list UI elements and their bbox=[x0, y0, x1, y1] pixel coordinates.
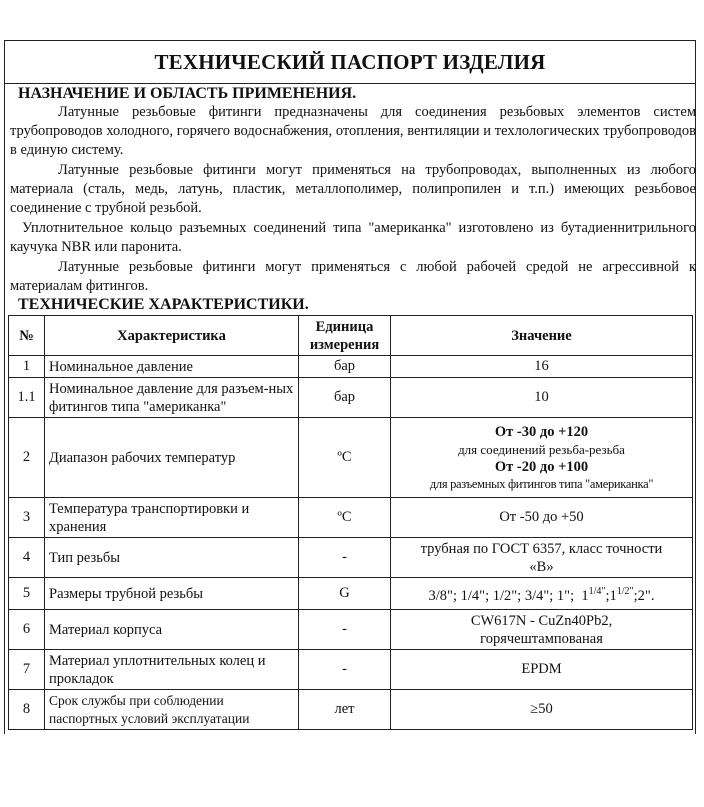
row-value: ≥50 bbox=[391, 690, 693, 730]
row-value bbox=[391, 578, 693, 610]
row-num: 5 bbox=[9, 578, 45, 610]
col-header-value: Значение bbox=[391, 316, 693, 356]
purpose-p3-text: Уплотнительное кольцо разъемных соединений типа "американка" изготовлено из бутадиеннитрильного каучука NBR или паронита. bbox=[10, 220, 696, 256]
row-unit: лет bbox=[299, 690, 391, 730]
temp-range-2: От -20 до +100 bbox=[494, 458, 589, 475]
col-header-unit: Единица измерения bbox=[299, 316, 391, 356]
temp-range-1: От -30 до +120 bbox=[494, 423, 589, 440]
table-row bbox=[9, 378, 693, 418]
row-num: 6 bbox=[9, 610, 45, 650]
row-value: От -50 до +50 bbox=[391, 498, 693, 538]
specs-table bbox=[8, 315, 693, 730]
title-box bbox=[4, 40, 696, 84]
row-unit: - bbox=[299, 610, 391, 650]
row-value: трубная по ГОСТ 6357, класс точности «В» bbox=[391, 538, 693, 578]
temp-range-2-note: для разъемных фитингов типа "американка" bbox=[429, 476, 654, 491]
row-name: Материал корпуса bbox=[45, 610, 299, 650]
table-row bbox=[9, 538, 693, 578]
specs-heading: ТЕХНИЧЕСКИЕ ХАРАКТЕРИСТИКИ. bbox=[18, 296, 309, 313]
table-row bbox=[9, 418, 693, 498]
purpose-paragraph-4 bbox=[10, 258, 696, 296]
row-unit: бар bbox=[299, 356, 391, 378]
purpose-paragraph-3 bbox=[10, 219, 696, 257]
table-row bbox=[9, 690, 693, 730]
row-unit: - bbox=[299, 538, 391, 578]
row-num: 8 bbox=[9, 690, 45, 730]
table-row bbox=[9, 650, 693, 690]
thread-size-a: 1 bbox=[581, 588, 589, 604]
row-name: Тип резьбы bbox=[45, 538, 299, 578]
row-unit: бар bbox=[299, 378, 391, 418]
thread-size-b-frac: 1/2" bbox=[616, 586, 634, 597]
row-name: Температура транспортировки и хранения bbox=[45, 498, 299, 538]
row-unit: ºС bbox=[299, 418, 391, 498]
table-row bbox=[9, 498, 693, 538]
row-unit: - bbox=[299, 650, 391, 690]
row-name: Номинальное давление bbox=[45, 356, 299, 378]
purpose-paragraph-2 bbox=[10, 161, 696, 219]
col-header-num: № bbox=[9, 316, 45, 356]
row-value: EPDM bbox=[391, 650, 693, 690]
row-name: Срок службы при соблюдении паспортных условий эксплуатации bbox=[45, 690, 299, 730]
purpose-paragraph-1 bbox=[10, 103, 696, 161]
table-row bbox=[9, 578, 693, 610]
row-name: Номинальное давление для разъем-ных фитингов типа "американка" bbox=[45, 378, 299, 418]
row-name: Материал уплотнительных колец и прокладок bbox=[45, 650, 299, 690]
row-name: Диапазон рабочих температур bbox=[45, 418, 299, 498]
row-num: 2 bbox=[9, 418, 45, 498]
thread-size-b: ;1 bbox=[605, 588, 617, 604]
body-material-1: CW617N - CuZn40Pb2, bbox=[470, 612, 613, 629]
col-header-name: Характеристика bbox=[45, 316, 299, 356]
row-unit: ºС bbox=[299, 498, 391, 538]
table-header-row bbox=[9, 316, 693, 356]
page-title: ТЕХНИЧЕСКИЙ ПАСПОРТ ИЗДЕЛИЯ bbox=[154, 50, 546, 74]
purpose-p2-text: Латунные резьбовые фитинги могут применяться на трубопроводах, выполненных из любого материала (сталь, медь, латунь, пластик, металлополимер, полипропилен и т.п.) имеющих резьбовое соединение с трубной резьбой. bbox=[10, 162, 696, 217]
purpose-p1-text: Латунные резьбовые фитинги предназначены для соединения резьбовых элементов систем трубопроводов холодного, горячего водоснабжения, отопления, вентиляции и техлологических трубопроводов в единую систему. bbox=[10, 104, 696, 159]
body-material-2: горячештампованая bbox=[480, 630, 603, 647]
row-num: 3 bbox=[9, 498, 45, 538]
row-value bbox=[391, 610, 693, 650]
temp-range-1-note: для соединений резьба-резьба bbox=[458, 441, 625, 457]
row-value: 10 bbox=[391, 378, 693, 418]
row-num: 7 bbox=[9, 650, 45, 690]
thread-size-c: ;2". bbox=[633, 588, 655, 604]
thread-size-a-frac: 1/4" bbox=[588, 586, 606, 597]
row-num: 4 bbox=[9, 538, 45, 578]
thread-sizes: 3/8"; 1/4"; 1/2"; 3/4"; 1"; bbox=[428, 588, 575, 604]
row-num: 1.1 bbox=[9, 378, 45, 418]
row-unit: G bbox=[299, 578, 391, 610]
table-row bbox=[9, 610, 693, 650]
purpose-p4-text: Латунные резьбовые фитинги могут применяться с любой рабочей средой не агрессивной к материалам фитингов. bbox=[10, 259, 696, 295]
row-value bbox=[391, 418, 693, 498]
purpose-heading: НАЗНАЧЕНИЕ И ОБЛАСТЬ ПРИМЕНЕНИЯ. bbox=[18, 85, 357, 102]
table-row bbox=[9, 356, 693, 378]
row-name: Размеры трубной резьбы bbox=[45, 578, 299, 610]
row-value: 16 bbox=[391, 356, 693, 378]
row-num: 1 bbox=[9, 356, 45, 378]
